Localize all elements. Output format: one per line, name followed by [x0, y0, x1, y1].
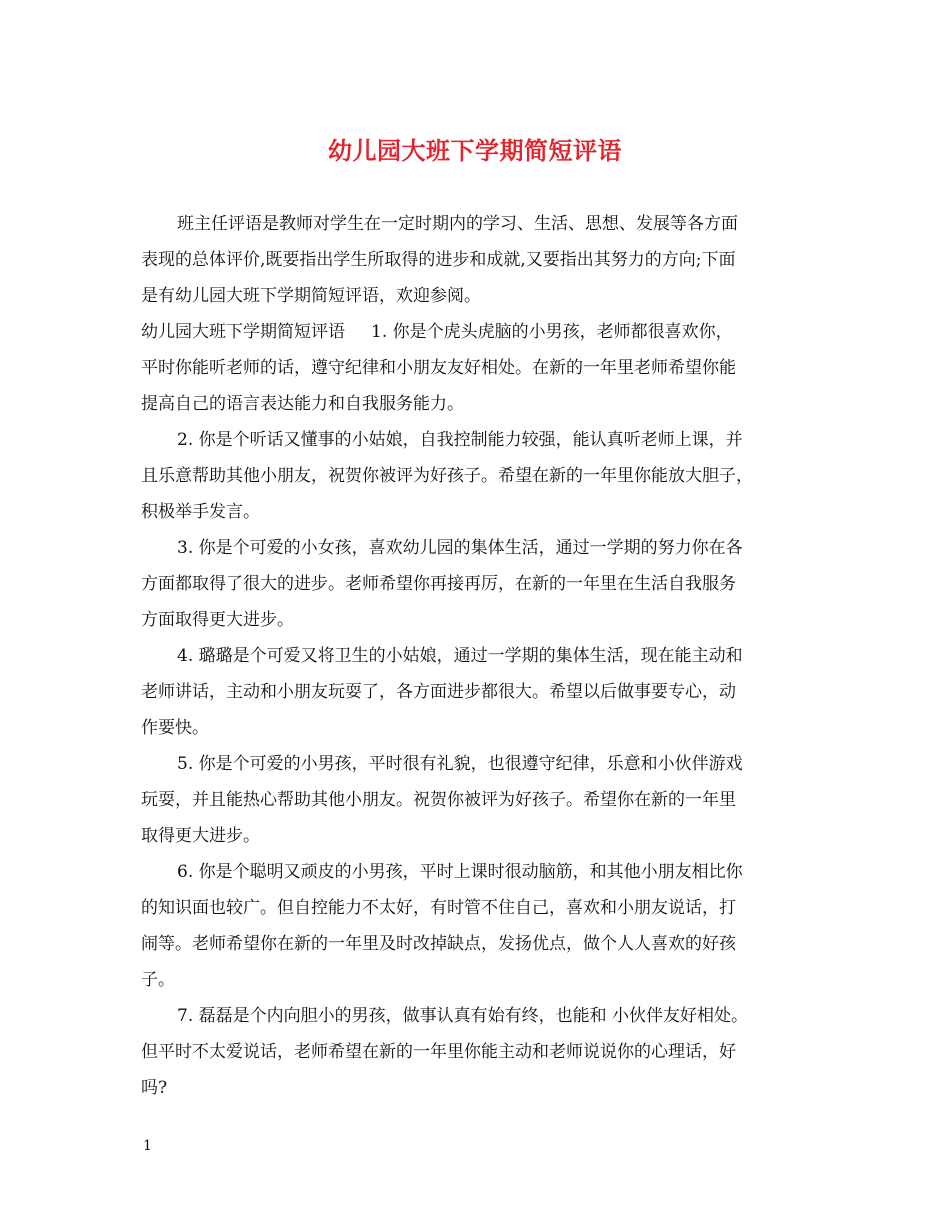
comment-6-line-4: 子。 — [141, 970, 175, 990]
comment-6-line-3: 闹等。老师希望你在新的一年里及时改掉缺点，发扬优点，做个人人喜欢的好孩 — [141, 934, 736, 954]
comment-4-line-2: 老师讲话，主动和小朋友玩耍了，各方面进步都很大。希望以后做事要专心，动 — [141, 682, 736, 702]
comment-2-line-2: 且乐意帮助其他小朋友，祝贺你被评为好孩子。希望在新的一年里你能放大胆子， — [141, 466, 753, 486]
comment-4-line-1: 4. 璐璐是个可爱又将卫生的小姑娘，通过一学期的集体生活，现在能主动和 — [177, 646, 743, 666]
comment-2-line-1: 2. 你是个听话又懂事的小姑娘，自我控制能力较强，能认真听老师上课，并 — [177, 430, 743, 450]
intro-line-3: 是有幼儿园大班下学期简短评语，欢迎参阅。 — [141, 286, 481, 306]
comment-1-line-2: 平时你能听老师的话，遵守纪律和小朋友友好相处。在新的一年里老师希望你能 — [141, 358, 736, 378]
comment-2-line-3: 积极举手发言。 — [141, 502, 260, 522]
comment-5-line-3: 取得更大进步。 — [141, 826, 260, 846]
comment-6-line-1: 6. 你是个聪明又顽皮的小男孩，平时上课时很动脑筋，和其他小朋友相比你 — [177, 862, 743, 882]
comment-7-line-1: 7. 磊磊是个内向胆小的男孩，做事认真有始有终，也能和 小伙伴友好相处。 — [177, 1006, 749, 1026]
inline-heading: 幼儿园大班下学期简短评语 — [141, 322, 345, 342]
comment-6-line-2: 的知识面也较广。但自控能力不太好，有时管不住自己，喜欢和小朋友说话，打 — [141, 898, 736, 918]
page-number: 1 — [143, 1138, 152, 1154]
intro-line-2: 表现的总体评价,既要指出学生所取得的进步和成就,又要指出其努力的方向;下面 — [141, 250, 736, 270]
comment-1-line-3: 提高自己的语言表达能力和自我服务能力。 — [141, 394, 464, 414]
comment-3-line-2: 方面都取得了很大的进步。老师希望你再接再厉，在新的一年里在生活自我服务 — [141, 574, 736, 594]
comment-4-line-3: 作要快。 — [141, 718, 209, 738]
document-title: 幼儿园大班下学期简短评语 — [328, 136, 622, 165]
comment-3-line-3: 方面取得更大进步。 — [141, 610, 294, 630]
comment-5-line-1: 5. 你是个可爱的小男孩，平时很有礼貌，也很遵守纪律，乐意和小伙伴游戏 — [177, 754, 743, 774]
comment-1-line-1: 1. 你是个虎头虎脑的小男孩，老师都很喜欢你， — [371, 322, 733, 342]
comment-3-line-1: 3. 你是个可爱的小女孩，喜欢幼儿园的集体生活，通过一学期的努力你在各 — [177, 538, 743, 558]
comment-7-line-3: 吗? — [141, 1078, 168, 1098]
intro-line-1: 班主任评语是教师对学生在一定时期内的学习、生活、思想、发展等各方面 — [177, 214, 738, 234]
comment-7-line-2: 但平时不太爱说话，老师希望在新的一年里你能主动和老师说说你的心理话，好 — [141, 1042, 736, 1062]
document-body — [141, 206, 831, 1106]
comment-1-first-line — [141, 314, 831, 350]
comment-5-line-2: 玩耍，并且能热心帮助其他小朋友。祝贺你被评为好孩子。希望你在新的一年里 — [141, 790, 736, 810]
